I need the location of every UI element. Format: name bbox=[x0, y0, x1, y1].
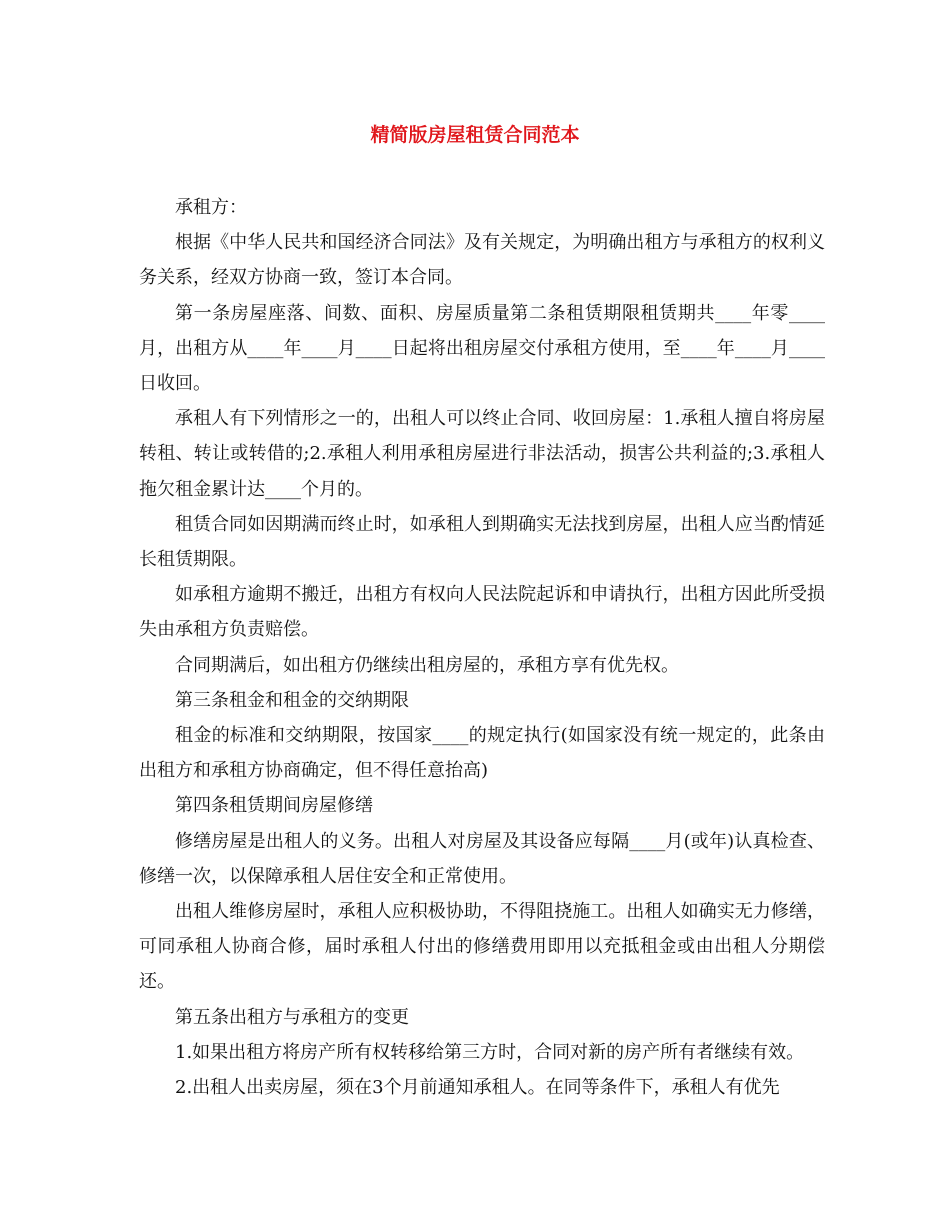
paragraph-article-1-2: 第一条房屋座落、间数、面积、房屋质量第二条租赁期限租赁期共____年零____月，出租方从____年____月____日起将出租房屋交付承租方使用，至____年____月____日收回。 bbox=[139, 302, 825, 395]
paragraph-repair-assist: 出租人维修房屋时，承租人应积极协助，不得阻挠施工。出租人如确实无力修缮，可同承租人协商合修，届时承租人付出的修缮费用即用以充抵租金或由出租人分期偿还。 bbox=[139, 901, 825, 993]
paragraph-change-1: 1.如果出租方将房产所有权转移给第三方时，合同对新的房产所有者继续有效。 bbox=[175, 1041, 805, 1063]
document-title: 精简版房屋租赁合同范本 bbox=[370, 124, 580, 146]
heading-article-3: 第三条租金和租金的交纳期限 bbox=[175, 689, 409, 711]
paragraph-rent: 租金的标准和交纳期限，按国家____的规定执行(如国家没有统一规定的，此条由出租方和承租方协商确定，但不得任意抬高) bbox=[139, 725, 825, 782]
document-body bbox=[139, 190, 825, 1105]
paragraph-repair-duty: 修缮房屋是出租人的义务。出租人对房屋及其设备应每隔____月(或年)认真检查、修缮一次，以保障承租人居住安全和正常使用。 bbox=[139, 830, 825, 887]
paragraph-termination: 承租人有下列情形之一的，出租人可以终止合同、收回房屋：1.承租人擅自将房屋转租、转让或转借的;2.承租人利用承租房屋进行非法活动，损害公共利益的;3.承租人拖欠租金累计达____个月的。 bbox=[139, 408, 825, 500]
paragraph-overdue: 如承租方逾期不搬迁，出租方有权向人民法院起诉和申请执行，出租方因此所受损失由承租方负责赔偿。 bbox=[139, 584, 825, 641]
heading-article-4: 第四条租赁期间房屋修缮 bbox=[175, 795, 373, 817]
paragraph-preamble: 根据《中华人民共和国经济合同法》及有关规定，为明确出租方与承租方的权利义务关系，经双方协商一致，签订本合同。 bbox=[139, 232, 825, 289]
paragraph-lessee: 承租方： bbox=[175, 197, 247, 218]
heading-article-5: 第五条出租方与承租方的变更 bbox=[175, 1006, 409, 1028]
paragraph-extension: 租赁合同如因期满而终止时，如承租人到期确实无法找到房屋，出租人应当酌情延长租赁期限。 bbox=[139, 513, 825, 571]
paragraph-change-2: 2.出租人出卖房屋，须在3个月前通知承租人。在同等条件下，承租人有优先 bbox=[175, 1077, 780, 1099]
paragraph-priority: 合同期满后，如出租方仍继续出租房屋的，承租方享有优先权。 bbox=[175, 654, 679, 676]
